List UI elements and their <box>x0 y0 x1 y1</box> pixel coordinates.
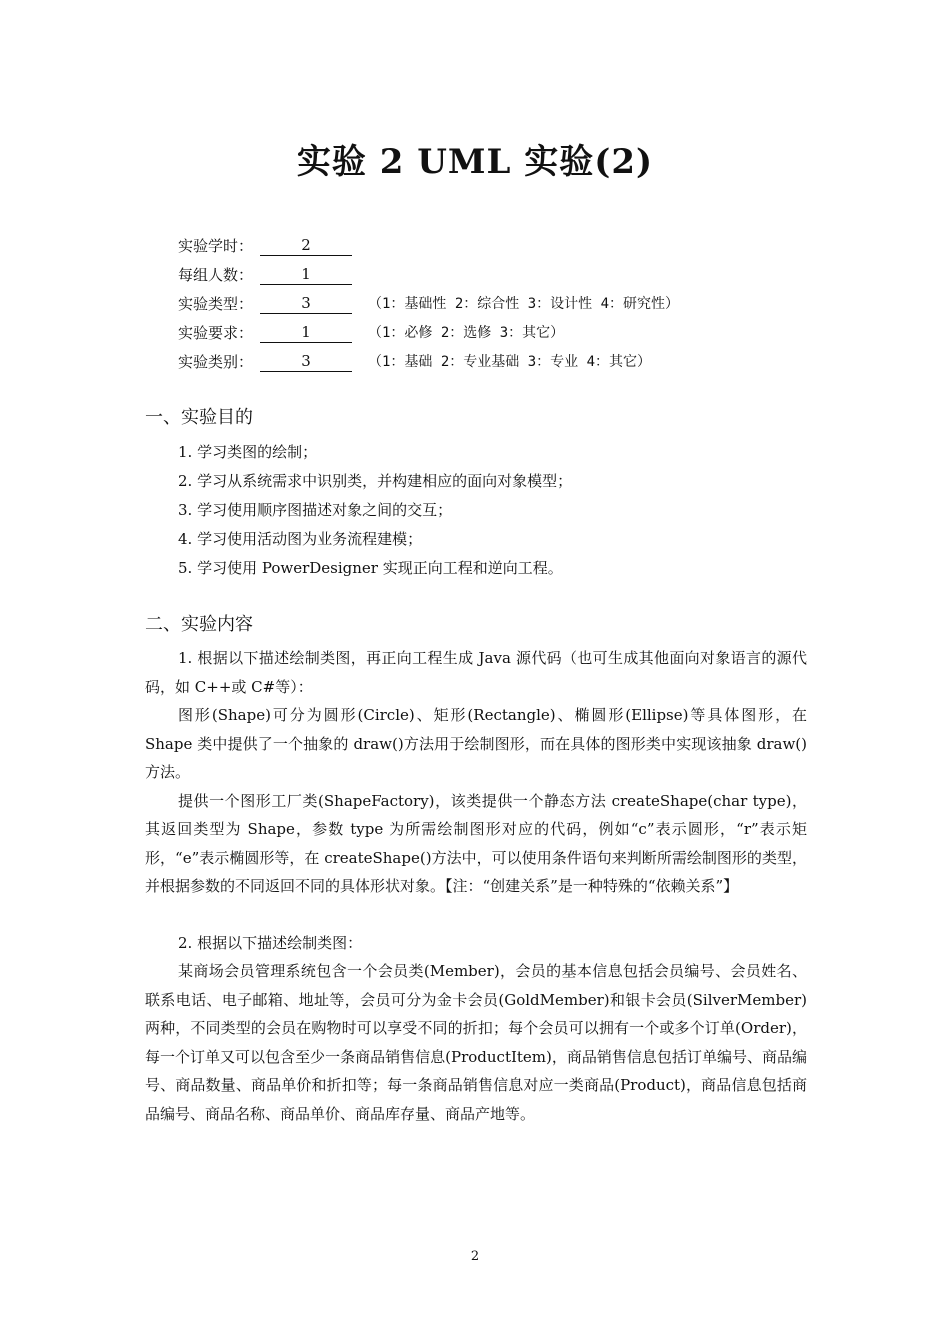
section-heading-content: 二、实验内容 <box>145 614 253 635</box>
info-row-group-size <box>178 263 679 292</box>
info-note: （1：基础性 2：综合性 3：设计性 4：研究性） <box>368 296 679 312</box>
info-value: 3 <box>260 350 352 372</box>
info-row-hours <box>178 234 679 263</box>
info-note: （1：基础 2：专业基础 3：专业 4：其它） <box>368 354 651 370</box>
list-item: 3. 学习使用顺序图描述对象之间的交互； <box>178 501 453 519</box>
info-row-category <box>178 350 679 379</box>
experiment-info <box>178 234 679 379</box>
info-value: 1 <box>260 263 352 285</box>
info-label: 实验学时： <box>178 237 254 255</box>
info-value: 2 <box>260 234 352 256</box>
paragraph: 图形(Shape)可分为圆形(Circle)、矩形(Rectangle)、椭圆形(Ellipse)等具体图形，在 Shape 类中提供了一个抽象的 draw()方法用于绘制图形，而在具体的图形类中实现该抽象 draw()方法。 <box>145 706 807 781</box>
info-value: 3 <box>260 292 352 314</box>
info-row-requirement <box>178 321 679 350</box>
page-number: 2 <box>470 1249 480 1264</box>
list-item: 4. 学习使用活动图为业务流程建模； <box>178 530 423 548</box>
info-row-type <box>178 292 679 321</box>
info-note: （1：必修 2：选修 3：其它） <box>368 325 565 341</box>
info-value: 1 <box>260 321 352 343</box>
page-title: 实验 2 UML 实验(2) <box>296 142 654 182</box>
paragraph: 某商场会员管理系统包含一个会员类(Member)，会员的基本信息包括会员编号、会员姓名、联系电话、电子邮箱、地址等，会员可分为金卡会员(GoldMember)和银卡会员(SilverMember)两种，不同类型的会员在购物时可以享受不同的折扣；每个会员可以拥有一个或多个订单(Order)，每一个订单又可以包含至少一条商品销售信息(ProductItem)，商品销售信息包括订单编号、商品编号、商品数量、商品单价和折扣等；每一条商品销售信息对应一类商品(Product)，商品信息包括商品编号、商品名称、商品单价、商品库存量、商品产地等。 <box>145 962 807 1123</box>
info-label: 每组人数： <box>178 266 254 284</box>
info-label: 实验类别： <box>178 353 254 371</box>
objectives-list <box>178 440 572 585</box>
content-body <box>145 644 807 1128</box>
section-heading-objectives: 一、实验目的 <box>145 407 253 428</box>
spacer <box>145 901 807 929</box>
paragraph: 提供一个图形工厂类(ShapeFactory)，该类提供一个静态方法 createShape(char type)，其返回类型为 Shape，参数 type 为所需绘制图形对应的代码，例如“c”表示圆形，“r”表示矩形，“e”表示椭圆形等，在 createShape()方法中，可以使用条件语句来判断所需绘制图形的类型，并根据参数的不同返回不同的具体形状对象。【注：“创建关系”是一种特殊的“依赖关系”】 <box>145 791 807 895</box>
list-item: 2. 学习从系统需求中识别类，并构建相应的面向对象模型； <box>178 472 573 490</box>
list-item: 1. 学习类图的绘制； <box>178 443 318 461</box>
paragraph: 1. 根据以下描述绘制类图，再正向工程生成 Java 源代码（也可生成其他面向对象语言的源代码，如 C++或 C#等）： <box>145 649 807 696</box>
info-label: 实验要求： <box>178 324 254 342</box>
list-item: 5. 学习使用 PowerDesigner 实现正向工程和逆向工程。 <box>178 559 563 577</box>
paragraph: 2. 根据以下描述绘制类图： <box>178 933 363 952</box>
info-label: 实验类型： <box>178 295 254 313</box>
